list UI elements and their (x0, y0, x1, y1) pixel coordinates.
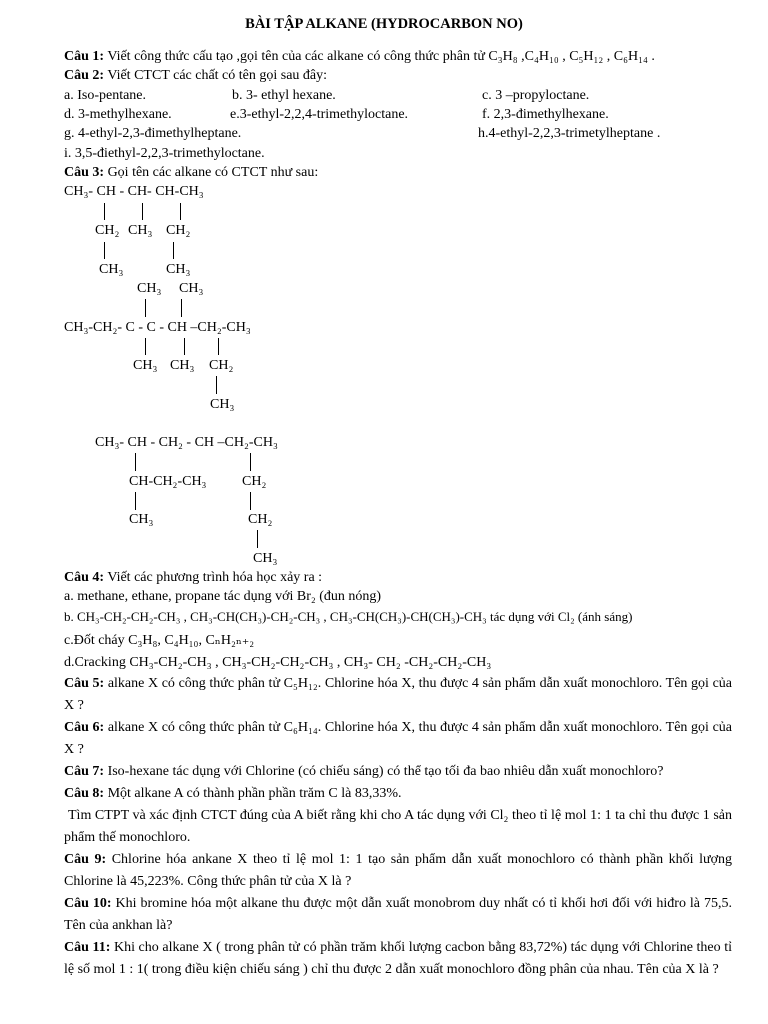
bond-line (173, 242, 174, 259)
q2-item-h: h.4-ethyl-2,2,3-trimetylheptane . (478, 126, 661, 141)
bond-line (184, 338, 185, 355)
bond-line (250, 492, 251, 510)
question-11-label: Câu 11: (64, 940, 111, 955)
q2-item-i: i. 3,5-điethyl-2,2,3-trimethyloctane. (64, 146, 265, 161)
question-7-label: Câu 7: (64, 764, 105, 779)
bond-line (257, 530, 258, 548)
q2-item-f: f. 2,3-đimethylhexane. (482, 107, 609, 122)
question-4 (64, 569, 322, 586)
s2-bottom-2: CH₃ (170, 358, 195, 373)
question-9-label: Câu 9: (64, 852, 107, 867)
question-4-text: Viết các phương trình hóa học xảy ra : (107, 570, 323, 585)
question-2-text: Viết CTCT các chất có tên gọi sau đây: (107, 68, 328, 83)
bond-line (181, 299, 182, 317)
q2-item-a: a. Iso-pentane. (64, 88, 147, 103)
question-8-label: Câu 8: (64, 786, 105, 801)
q4-item-b: b. CH₃-CH₂-CH₂-CH₃ , CH₃-CH(CH₃)-CH₂-CH₃ , CH₃-CH(CH₃)-CH(CH₃)-CH₃ tác dụng với Cl₂ (ánh sáng) (64, 609, 633, 624)
q4-item-a: a. methane, ethane, propane tác dụng với Br₂ (đun nóng) (64, 589, 382, 604)
question-10-text: Khi bromine hóa một alkane thu được một dẫn xuất monobrom duy nhất có tỉ khối hơi đối với hiđro là 75,5. Tên của ankhan là? (64, 896, 733, 933)
s1-branch-1-end: CH₃ (99, 262, 124, 277)
s3-right-branch-2: CH₂ (248, 512, 273, 527)
bond-line (145, 338, 146, 355)
bond-line (104, 242, 105, 259)
bond-line (180, 203, 181, 220)
bond-line (216, 376, 217, 394)
question-5 (64, 673, 732, 717)
q4-item-c: c.Đốt cháy C₃H₈, C₄H₁₀, CₙH₂ₙ₊₂ (64, 633, 255, 648)
question-7-text: Iso-hexane tác dụng với Chlorine (có chiếu sáng) có thể tạo tối đa bao nhiêu dẫn xuất monochloro? (107, 764, 664, 779)
s3-main-chain: CH₃- CH - CH₂ - CH –CH₂-CH₃ (95, 435, 278, 450)
question-1 (64, 48, 655, 65)
s2-bottom-3-end: CH₃ (210, 397, 235, 412)
question-8-detail: Tìm CTPT và xác định CTCT đúng của A biết rằng khi cho A tác dụng với Cl₂ theo tỉ lệ mol 1: 1 ta chỉ thu được 1 sản phẩm thế monochloro. (64, 808, 732, 845)
question-5-label: Câu 5: (64, 676, 105, 691)
bond-line (145, 299, 146, 317)
bond-line (135, 492, 136, 510)
document-title: BÀI TẬP ALKANE (HYDROCARBON NO) (245, 16, 523, 32)
q2-item-g: g. 4-ethyl-2,3-đimethylheptane. (64, 126, 242, 141)
question-2 (64, 67, 327, 84)
question-10-label: Câu 10: (64, 896, 112, 911)
question-1-label: Câu 1: (64, 49, 105, 64)
s1-branch-1: CH₂ (95, 223, 120, 238)
question-9 (64, 849, 732, 893)
question-3-text: Gọi tên các alkane có CTCT như sau: (107, 165, 319, 180)
bond-line (250, 453, 251, 471)
bond-line (218, 338, 219, 355)
question-11-text: Khi cho alkane X ( trong phân tử có phần trăm khối lượng cacbon bằng 83,72%) tác dụng với Chlorine theo tỉ lệ số mol 1 : 1( trong điều kiện chiếu sáng ) chỉ thu được 2 dẫn xuất monochloro đồng phân của nhau. Tên của X là ? (64, 940, 733, 977)
s3-right-branch-end: CH₃ (253, 551, 278, 566)
question-1-text: Viết công thức cấu tạo ,gọi tên của các alkane có công thức phân tử C₃H₈ ,C₄H₁₀ , C₅H₁₂ , C₆H₁₄ . (107, 49, 655, 64)
bond-line (135, 453, 136, 471)
question-3 (64, 164, 318, 181)
question-6 (64, 717, 732, 761)
s3-left-branch-end: CH₃ (129, 512, 154, 527)
q2-item-e: e.3-ethyl-2,2,4-trimethyloctane. (230, 107, 409, 122)
s1-branch-3: CH₂ (166, 223, 191, 238)
s2-top-1: CH₃ (137, 281, 162, 296)
question-9-text: Chlorine hóa ankane X theo tỉ lệ mol 1: 1 tạo sản phẩm dẫn xuất monochloro có thành phần khối lượng Chlorine là 45,223%. Công thức phân tử của X là ? (64, 852, 732, 889)
s1-branch-3-end: CH₃ (166, 262, 191, 277)
question-3-label: Câu 3: (64, 165, 105, 180)
s1-branch-2: CH₃ (128, 223, 153, 238)
q4-item-d: d.Cracking CH₃-CH₂-CH₃ , CH₃-CH₂-CH₂-CH₃ , CH₃- CH₂ -CH₂-CH₂-CH₃ (64, 655, 492, 670)
question-7 (64, 761, 732, 783)
q2-item-d: d. 3-methylhexane. (64, 107, 172, 122)
s2-main-chain: CH₃-CH₂- C - C - CH –CH₂-CH₃ (64, 320, 251, 335)
question-6-label: Câu 6: (64, 720, 105, 735)
s3-right-branch-1: CH₂ (242, 474, 267, 489)
question-4-label: Câu 4: (64, 570, 105, 585)
question-2-label: Câu 2: (64, 68, 105, 83)
question-10 (64, 893, 732, 937)
question-5-text: alkane X có công thức phân tử C₅H₁₂. Chlorine hóa X, thu được 4 sản phẩm dẫn xuất monochloro. Tên gọi của X ? (64, 676, 733, 713)
s3-left-branch: CH-CH₂-CH₃ (129, 474, 207, 489)
s1-main-chain: CH₃- CH - CH- CH-CH₃ (64, 184, 204, 199)
s2-top-2: CH₃ (179, 281, 204, 296)
s2-bottom-1: CH₃ (133, 358, 158, 373)
question-8 (64, 783, 732, 805)
bond-line (104, 203, 105, 220)
question-8-text: Một alkane A có thành phần phần trăm C là 83,33%. (107, 786, 402, 801)
q2-item-c: c. 3 –propyloctane. (482, 88, 590, 103)
question-11 (64, 937, 732, 981)
bond-line (142, 203, 143, 220)
s2-bottom-3: CH₂ (209, 358, 234, 373)
question-6-text: alkane X có công thức phân tử C₆H₁₄. Chlorine hóa X, thu được 4 sản phẩm dẫn xuất monochloro. Tên gọi của X ? (64, 720, 733, 757)
q2-item-b: b. 3- ethyl hexane. (232, 88, 336, 103)
